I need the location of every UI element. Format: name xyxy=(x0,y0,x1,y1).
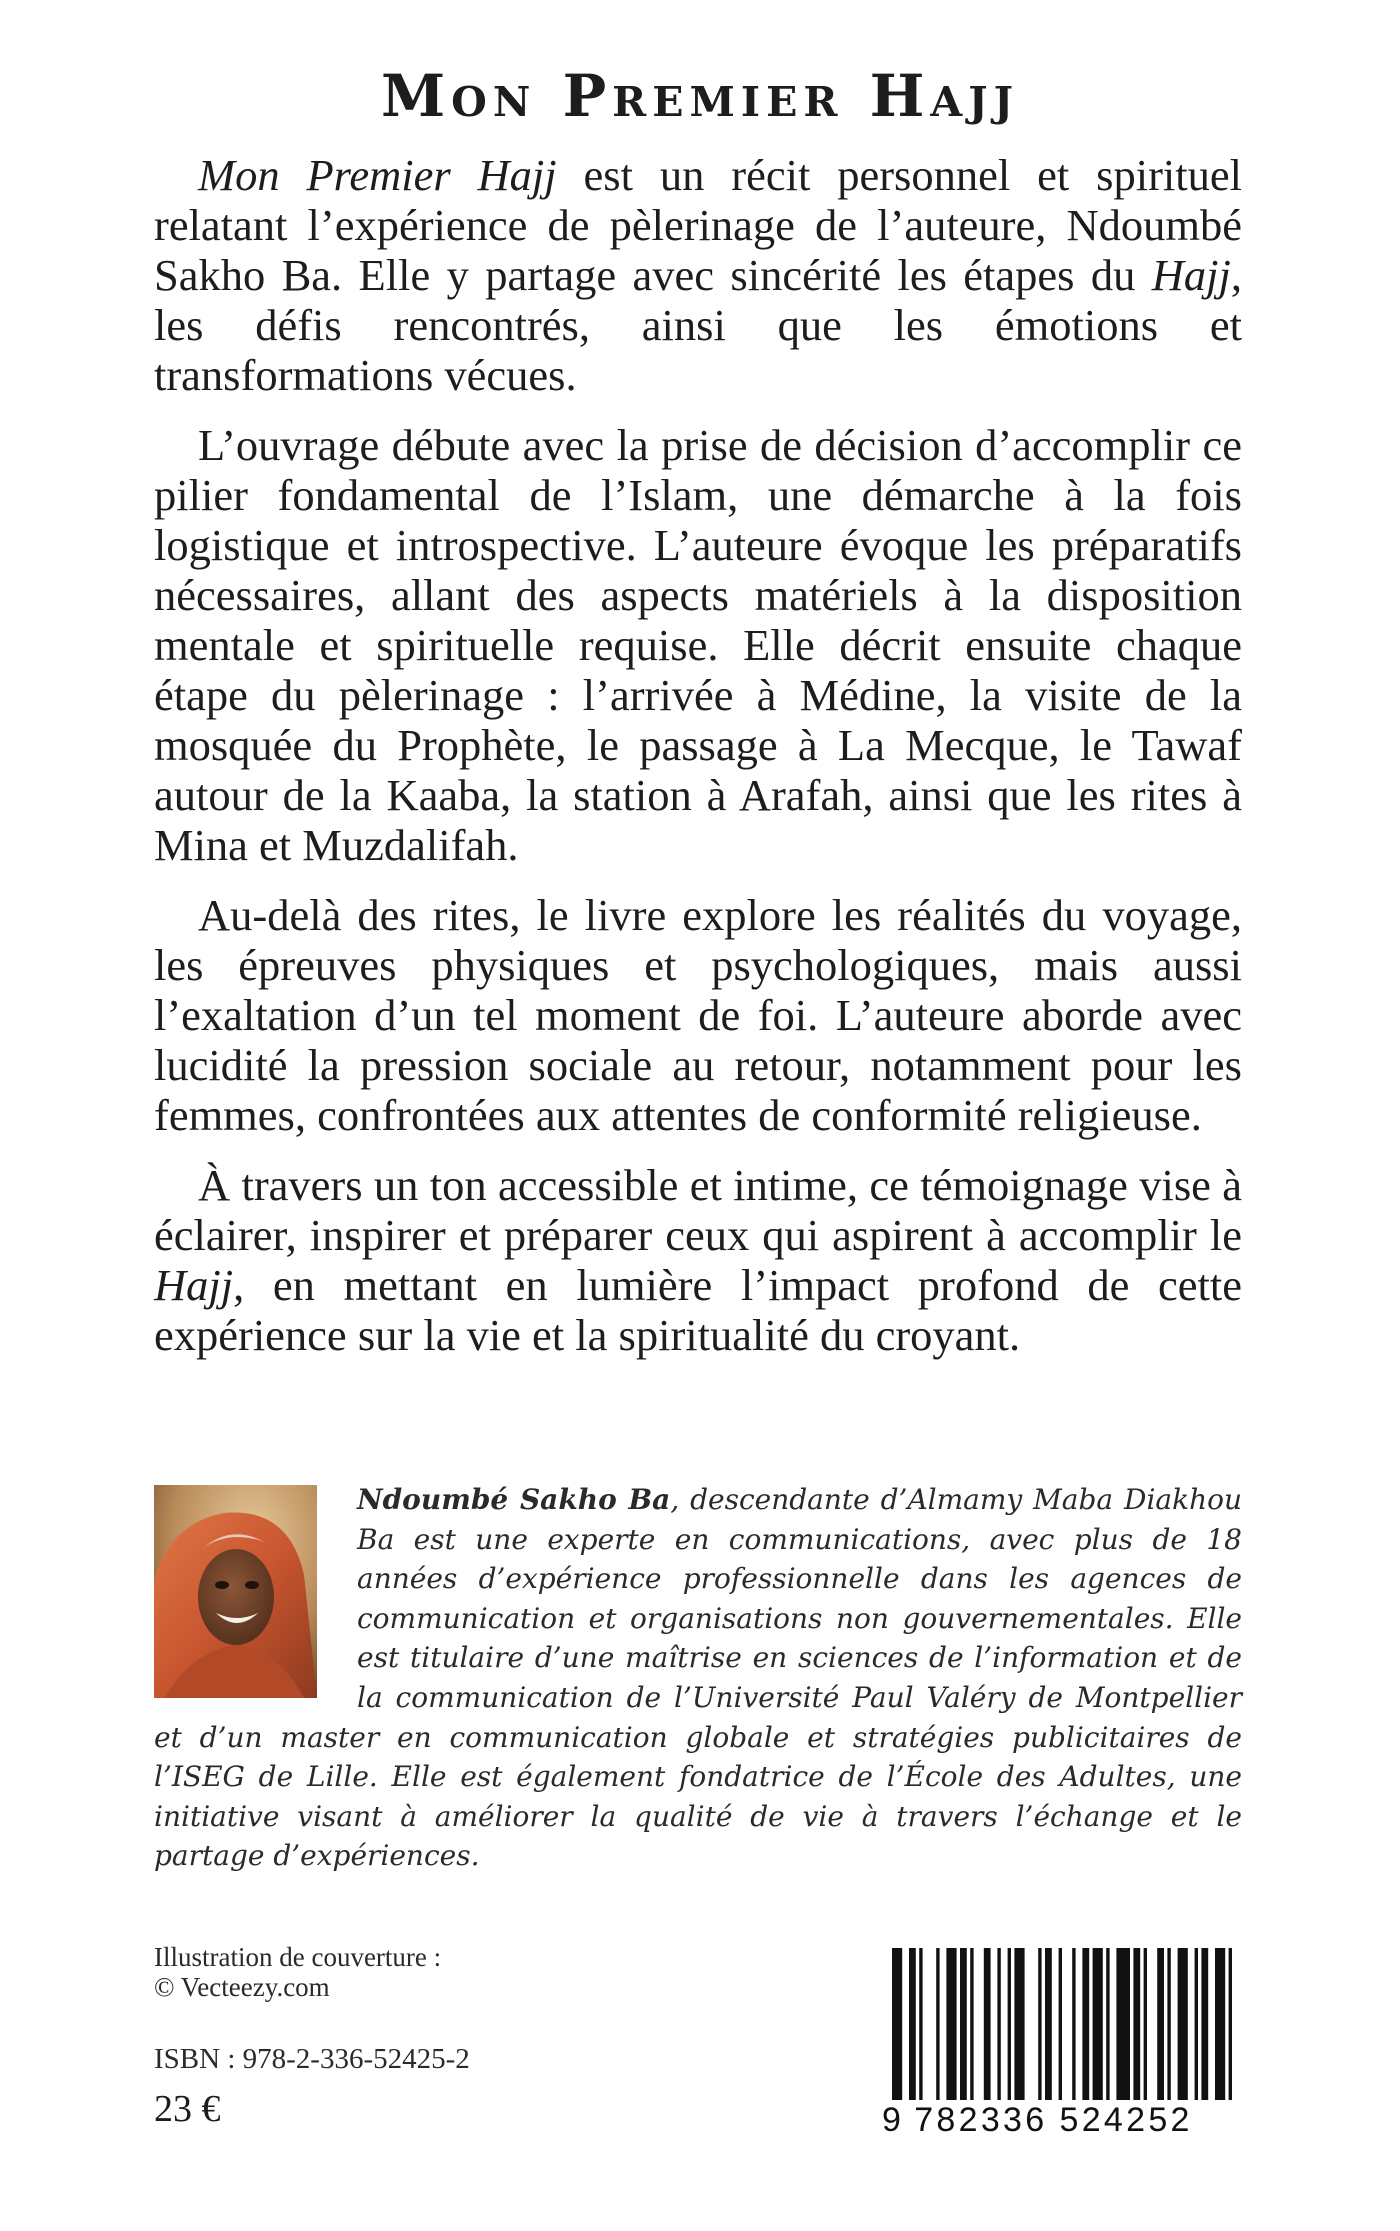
synopsis-italic-text: Hajj xyxy=(154,1260,234,1310)
synopsis-paragraph xyxy=(154,150,1242,400)
synopsis-paragraph xyxy=(154,420,1242,870)
book-title: Mon Premier Hajj xyxy=(380,62,1019,130)
barcode-bar xyxy=(909,1948,916,2106)
synopsis-italic-text: Mon Premier Hajj xyxy=(198,150,557,200)
barcode-bar xyxy=(1038,1948,1041,2106)
synopsis-text: , en mettant en lumière l’impact profond de cette expérience sur la vie et la spiritualité du croyant. xyxy=(154,1260,1242,1360)
barcode-bar xyxy=(1157,1948,1164,2106)
synopsis xyxy=(154,150,1242,1380)
author-name: Ndoumbé Sakho Ba xyxy=(357,1483,671,1516)
barcode-bar xyxy=(892,1948,902,2106)
author-bio-text: , descendante d’Almamy Maba Diakhou Ba est une experte en communications, avec plus de 18 années d’expérience professionnelle dans les agences de communication et organisations non gouvernementales. Elle est titulaire d’une maîtrise en sciences de l’information et de la communication de l’Université Paul Valéry de Montpellier et d’un master en communication globale et stratégies publicitaires de l’ISEG de Lille. Elle est également fondatrice de l’École des Adultes, une initiative visant à améliorer la qualité de vie à travers l’échange et le partage d’expériences. xyxy=(154,1483,1242,1873)
barcode-right-digits: 524252 xyxy=(1059,2101,1193,2139)
barcode-bar xyxy=(997,1948,1000,2106)
barcode-bar xyxy=(1082,1948,1089,2106)
barcode-bar xyxy=(1133,1948,1140,2106)
illustration-credit-source: © Vecteezy.com xyxy=(154,1972,330,2002)
synopsis-text: À travers un ton accessible et intime, ce témoignage vise à éclairer, inspirer et préparer ceux qui aspirent à accomplir le xyxy=(154,1160,1242,1260)
price: 23 € xyxy=(154,2088,221,2130)
synopsis-text: L’ouvrage débute avec la prise de décision d’accomplir ce pilier fondamental de l’Islam, une démarche à la fois logistique et introspective. L’auteure évoque les préparatifs nécessaires, allant des aspects matériels à la disposition mentale et spirituelle requise. Elle décrit ensuite chaque étape du pèlerinage : l’arrivée à Médine, la visite de la mosquée du Prophète, le passage à La Mecque, le Tawaf autour de la Kaaba, la station à Arafah, ainsi que les rites à Mina et Muzdalifah. xyxy=(154,420,1242,870)
barcode-bar xyxy=(946,1948,956,2106)
barcode-bar xyxy=(1144,1948,1147,2106)
synopsis-paragraph xyxy=(154,1160,1242,1360)
barcode-bar xyxy=(960,1948,967,2106)
author-bio xyxy=(154,1480,1242,1876)
illustration-credit-label: Illustration de couverture : xyxy=(154,1942,442,1972)
barcode-bar xyxy=(1178,1948,1188,2106)
synopsis-paragraph xyxy=(154,890,1242,1140)
synopsis-italic-text: Hajj xyxy=(1151,250,1231,300)
barcode-bar xyxy=(936,1948,939,2106)
synopsis-text: est un récit personnel et spirituel relatant l’expérience de pèlerinage de l’auteure, Ndoumbé Sakho Ba. Elle y partage avec sincérité les étapes du xyxy=(154,150,1242,300)
illustration-credit xyxy=(154,1942,441,2002)
barcode-bar xyxy=(1072,1948,1075,2106)
barcode-bar xyxy=(1215,1948,1225,2106)
barcode-bar xyxy=(1045,1948,1052,2106)
synopsis-text: , les défis rencontrés, ainsi que les émotions et transformations vécues. xyxy=(154,250,1242,400)
barcode-bar xyxy=(1059,1948,1062,2106)
barcode-bar xyxy=(1167,1948,1170,2106)
synopsis-text: Au-delà des rites, le livre explore les réalités du voyage, les épreuves physiques et psychologiques, mais aussi l’exaltation d’un tel moment de foi. L’auteure aborde avec lucidité la pression sociale au retour, notamment pour les femmes, confrontées aux attentes de conformité religieuse. xyxy=(154,890,1242,1140)
barcode-bar xyxy=(984,1948,991,2106)
author-section xyxy=(154,1480,1242,1876)
barcode-bar xyxy=(1093,1948,1103,2106)
barcode-bar xyxy=(1014,1948,1024,2106)
barcode-bar xyxy=(1229,1948,1232,2106)
barcode-left-digits: 782336 xyxy=(914,2101,1048,2139)
barcode-bar xyxy=(919,1948,922,2106)
barcode-bar xyxy=(1201,1948,1208,2106)
barcode-bar xyxy=(1195,1948,1198,2106)
barcode-bar xyxy=(1106,1948,1109,2106)
author-portrait xyxy=(154,1485,317,1698)
barcode-bar xyxy=(1116,1948,1130,2106)
barcode-bar xyxy=(970,1948,973,2106)
barcode-digits xyxy=(882,2100,1244,2140)
isbn: ISBN : 978-2-336-52425-2 xyxy=(154,2043,470,2075)
barcode-lead-digit: 9 xyxy=(882,2101,905,2139)
isbn-barcode xyxy=(882,1948,1244,2144)
barcode-bar xyxy=(1008,1948,1011,2106)
